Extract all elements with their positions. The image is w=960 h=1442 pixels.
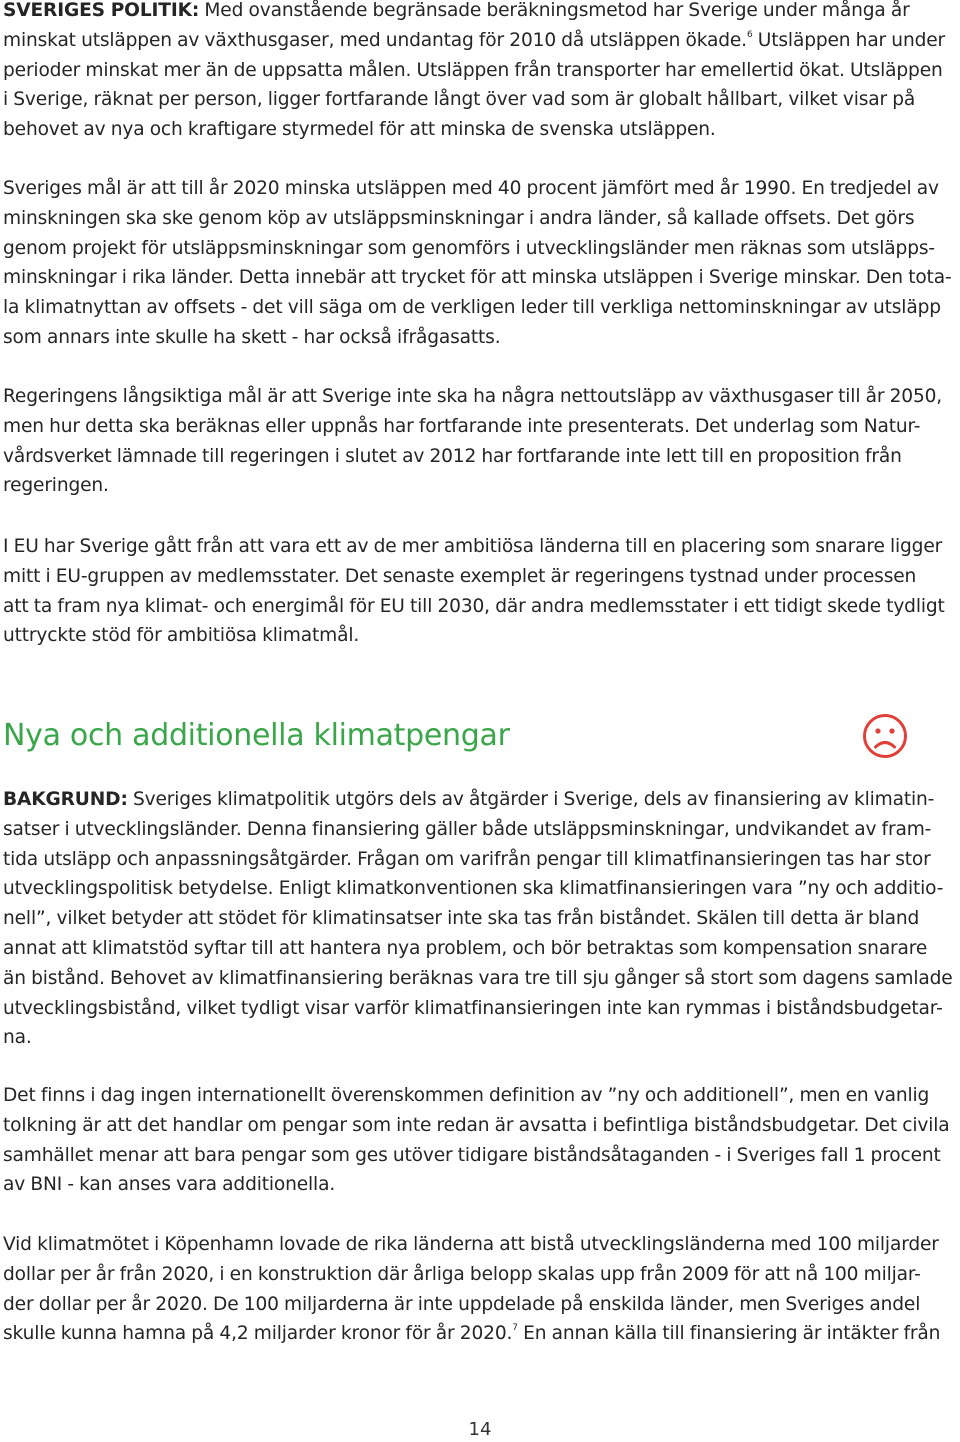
text-fragment: Utsläppen har under bbox=[752, 29, 946, 51]
text-line: av BNI - kan anses vara additionella. bbox=[3, 1174, 336, 1196]
text-fragment: minskat utsläppen av växthusgaser, med undantag för 2010 då utsläppen ökade. bbox=[3, 29, 747, 51]
text-line: än bistånd. Behovet av klimatfinansiering beräknas vara tre till sju gånger så stort som dagens samlade bbox=[3, 967, 953, 989]
label-sveriges-politik: SVERIGES POLITIK: bbox=[3, 0, 200, 21]
text-line: Det finns i dag ingen internationellt överenskommen definition av ”ny och additionell”, men en vanlig bbox=[3, 1085, 930, 1106]
text-line bbox=[3, 1319, 940, 1349]
text-line: la klimatnyttan av offsets - det vill säga om de verkligen leder till verkliga nettominskningar av utsläpp bbox=[3, 297, 941, 319]
text-line: samhället menar att bara pengar som ges utöver tidigare biståndsåtaganden - i Sveriges fall 1 procent bbox=[3, 1144, 941, 1166]
page-number: 14 bbox=[468, 1419, 492, 1440]
text-line: dollar per år från 2020, i en konstruktion där årliga belopp skalas upp från 2009 för att nå 100 miljar- bbox=[3, 1263, 921, 1285]
text-line: Regeringens långsiktiga mål är att Sverige inte ska ha några nettoutsläpp av växthusgaser till år 2050, bbox=[3, 386, 943, 407]
text-line: tida utsläpp och anpassningsåtgärder. Frågan om varifrån pengar till klimatfinansieringen tas har stor bbox=[3, 848, 931, 870]
text-fragment: Med ovanstående begränsade beräkningsmetod har Sverige under många år bbox=[199, 0, 910, 21]
text-line: nell”, vilket betyder att stödet för klimatinsatser inte ska tas från biståndet. Skälen till detta är bland bbox=[3, 908, 920, 930]
text-line: utvecklingsbistånd, vilket tydligt visar varför klimatfinansieringen inte kan rymmas i biståndsbudgetar- bbox=[3, 997, 943, 1019]
text-line: I EU har Sverige gått från att vara ett av de mer ambitiösa länderna till en placering som snarare ligger bbox=[3, 536, 943, 557]
text-line: regeringen. bbox=[3, 475, 109, 497]
text-line bbox=[3, 26, 945, 56]
paragraph-bakgrund bbox=[3, 785, 953, 1053]
text-line bbox=[3, 0, 945, 26]
paragraph-kopenhamn bbox=[3, 1230, 940, 1349]
paragraph-eu bbox=[3, 532, 945, 651]
footnote-ref-7[interactable]: 7 bbox=[512, 1323, 518, 1334]
text-line: behovet av nya och kraftigare styrmedel för att minska de svenska utsläppen. bbox=[3, 119, 716, 141]
text-fragment: skulle kunna hamna på 4,2 miljarder kronor för år 2020. bbox=[3, 1323, 513, 1345]
text-line: perioder minskat mer än de uppsatta målen. Utsläppen från transporter har emellertid ökat. Utsläppen bbox=[3, 59, 943, 81]
paragraph-sveriges-politik bbox=[3, 0, 945, 145]
text-line: minskningar i rika länder. Detta innebär att trycket för att minska utsläppen i Sverige minskar. Den tota- bbox=[3, 267, 952, 289]
text-fragment: Sveriges klimatpolitik utgörs dels av åtgärder i Sverige, dels av finansiering av klimatin- bbox=[127, 789, 935, 810]
text-line: mitt i EU-gruppen av medlemsstater. Det senaste exemplet är regeringens tystnad under processen bbox=[3, 565, 917, 587]
text-line: men hur detta ska beräknas eller uppnås har fortfarande inte presenterats. Det underlag som Natur- bbox=[3, 415, 921, 437]
text-line bbox=[3, 785, 953, 815]
text-line: Vid klimatmötet i Köpenhamn lovade de rika länderna att bistå utvecklingsländerna med 100 miljarder bbox=[3, 1234, 939, 1255]
text-line: vårdsverket lämnade till regeringen i slutet av 2012 har fortfarande inte lett till en proposition från bbox=[3, 445, 902, 467]
text-line: som annars inte skulle ha skett - har också ifrågasatts. bbox=[3, 326, 501, 348]
text-line: genom projekt för utsläppsminskningar som genomförs i utvecklingsländer men räknas som utsläpps- bbox=[3, 237, 935, 259]
paragraph-regeringens-mal bbox=[3, 382, 942, 501]
text-line: uttryckte stöd för ambitiösa klimatmål. bbox=[3, 625, 360, 647]
text-line: annat att klimatstöd syftar till att hantera nya problem, och bör betraktas som kompensation snarare bbox=[3, 937, 928, 959]
text-line: minskningen ska ske genom köp av utsläppsminskningar i andra länder, så kallade offsets. Det görs bbox=[3, 207, 915, 229]
text-fragment: En annan källa till finansiering är intäkter från bbox=[517, 1323, 941, 1345]
section-heading: Nya och additionella klimatpengar bbox=[3, 718, 510, 753]
text-line: der dollar per år 2020. De 100 miljarderna är inte uppdelade på enskilda länder, men Sveriges andel bbox=[3, 1293, 921, 1315]
text-line: i Sverige, räknat per person, ligger fortfarande långt över vad som är globalt hållbart, vilket visar på bbox=[3, 89, 916, 111]
footnote-ref-6[interactable]: 6 bbox=[746, 29, 753, 40]
text-line: tolkning är att det handlar om pengar som inte redan är avsatta i befintliga biståndsbudgetar. Det civila bbox=[3, 1114, 950, 1136]
sad-face-icon bbox=[861, 712, 909, 760]
paragraph-definition bbox=[3, 1081, 950, 1200]
text-line: satser i utvecklingsländer. Denna finansiering gäller både utsläppsminskningar, undvikandet av fram- bbox=[3, 818, 932, 840]
text-line: Sveriges mål är att till år 2020 minska utsläppen med 40 procent jämfört med år 1990. En tredjedel av bbox=[3, 178, 939, 199]
paragraph-sveriges-mal bbox=[3, 174, 952, 353]
text-line: utvecklingspolitisk betydelse. Enligt klimatkonventionen ska klimatfinansieringen vara ”ny och additio- bbox=[3, 878, 944, 900]
text-line: att ta fram nya klimat- och energimål för EU till 2030, där andra medlemsstater i ett tidigt skede tydligt bbox=[3, 595, 945, 617]
label-bakgrund: BAKGRUND: bbox=[3, 789, 128, 810]
text-line: na. bbox=[3, 1027, 32, 1049]
